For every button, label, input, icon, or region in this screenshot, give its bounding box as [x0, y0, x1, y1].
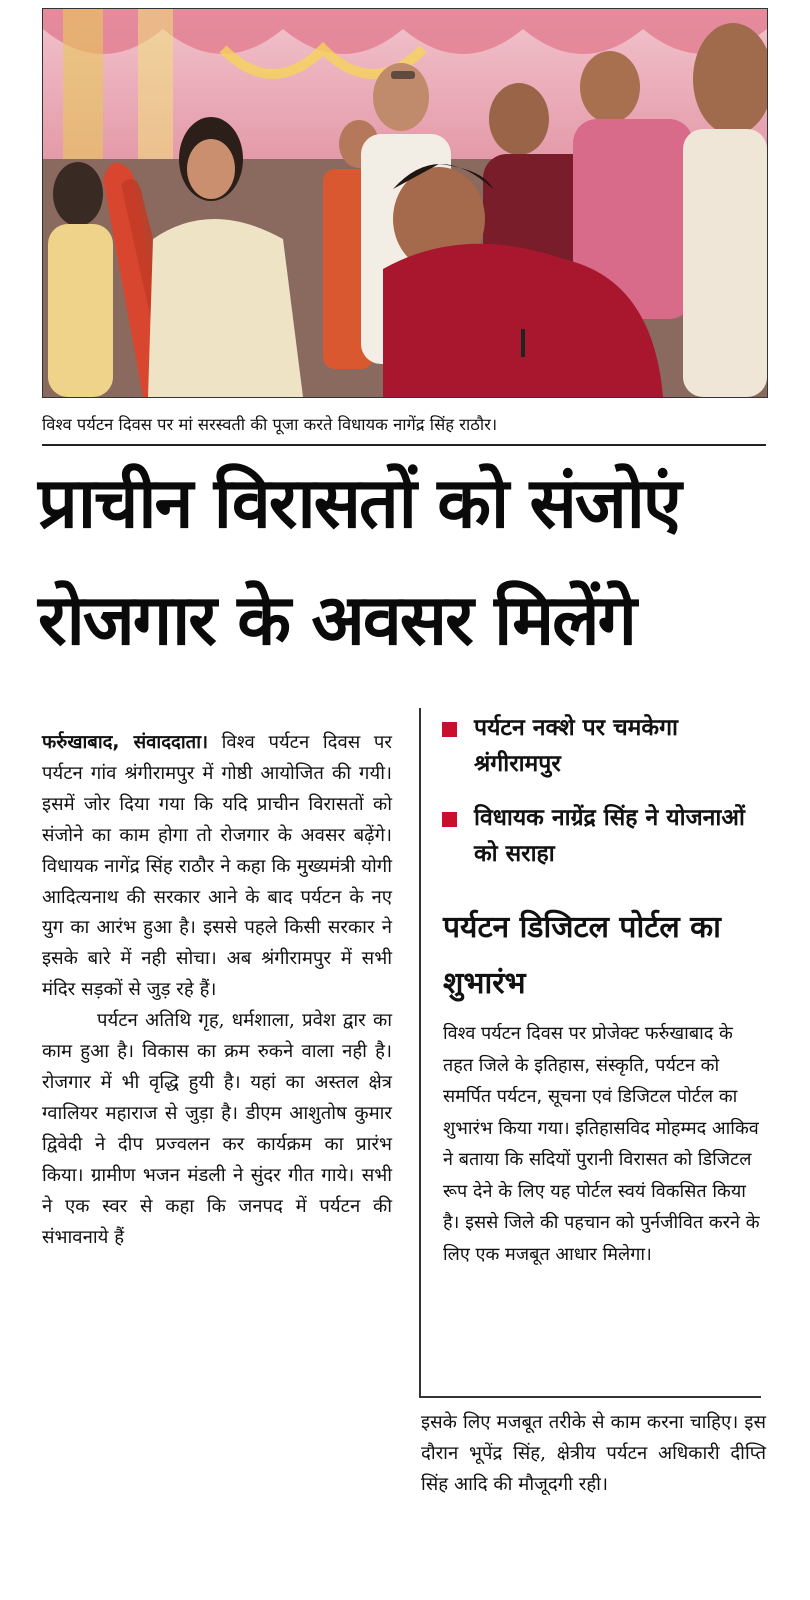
dateline: फर्रुखाबाद, संवाददाता।	[42, 732, 208, 753]
photo-illustration	[43, 9, 767, 397]
highlight-item	[432, 800, 772, 872]
highlight-text: पर्यटन नक्शे पर चमकेगा श्रंगीरामपुर	[474, 715, 678, 777]
article-left-column	[42, 728, 392, 1253]
red-square-bullet-icon	[442, 812, 457, 827]
photo-caption: विश्व पर्यटन दिवस पर मां सरस्वती की पूजा करते विधायक नागेंद्र सिंह राठौर।	[42, 415, 498, 434]
highlights-list	[432, 710, 772, 890]
headline-line-1: प्राचीन विरासतों को संजोएं	[38, 462, 680, 544]
paragraph-1-text: विश्व पर्यटन दिवस पर पर्यटन गांव श्रंगीरामपुर में गोष्ठी आयोजित की गयी। इसमें जोर दिया गया कि यदि प्राचीन विरासतों को संजोने का काम होगा तो रोजगार के अवसर बढ़ेंगे। विधायक नागेंद्र सिंह राठौर ने कहा कि मुख्यमंत्री योगी आदित्यनाथ की सरकार आने के बाद पर्यटन के नए युग का आरंभ हुआ है। इससे पहले किसी सरकार ने इसके बारे में नही सोचा। अब श्रंगीरामपुर में सभी मंदिर सड़कों से जुड़ रहे हैं।	[42, 732, 392, 1001]
box-text: विश्व पर्यटन दिवस पर प्रोजेक्ट फर्रुखाबाद के तहत जिले के इतिहास, संस्कृति, पर्यटन को समर्पित पर्यटन, सूचना एवं डिजिटल पोर्टल का शुभारंभ किया गया। इतिहासविद मोहम्मद आकिव ने बताया कि सदियों पुरानी विरासत को डिजिटल रूप देने के लिए यह पोर्टल स्वयं विकसित किया है। इससे जिले की पहचान को पुर्नजीवित करने के लिए एक मजबूत आधार मिलेगा।	[443, 1023, 760, 1265]
highlight-item	[432, 710, 772, 782]
news-photo	[42, 8, 768, 398]
box-title: पर्यटन डिजिटल पोर्टल का शुभारंभ	[443, 910, 721, 1001]
paragraph-1	[42, 728, 392, 1006]
box-bottom-divider	[419, 1396, 761, 1398]
highlight-text: विधायक नाग्रेंद्र सिंह ने योजनाओं को सराहा	[474, 805, 745, 867]
column-divider	[419, 708, 421, 1398]
headline-line-2: रोजगार के अवसर मिलेंगे	[38, 579, 635, 661]
article-continuation: इसके लिए मजबूत तरीके से काम करना चाहिए। इस दौरान भूपेंद्र सिंह, क्षेत्रीय पर्यटन अधिकारी दीप्ति सिंह आदि की मौजूदगी रही।	[421, 1412, 766, 1495]
caption-divider	[42, 444, 766, 446]
paragraph-2: पर्यटन अतिथि गृह, धर्मशाला, प्रवेश द्वार का काम हुआ है। विकास का क्रम रुकने वाला नही है। रोजगार में भी वृद्धि हुयी है। यहां का अस्तल क्षेत्र ग्वालियर महाराज से जुड़ा है। डीएम आशुतोष कुमार द्विवेदी ने दीप प्रज्वलन कर कार्यक्रम का प्रारंभ किया। ग्रामीण भजन मंडली ने सुंदर गीत गाये। सभी ने एक स्वर से कहा कि जनपद में पर्यटन की संभावनाये हैं	[42, 1010, 392, 1248]
red-square-bullet-icon	[442, 722, 457, 737]
